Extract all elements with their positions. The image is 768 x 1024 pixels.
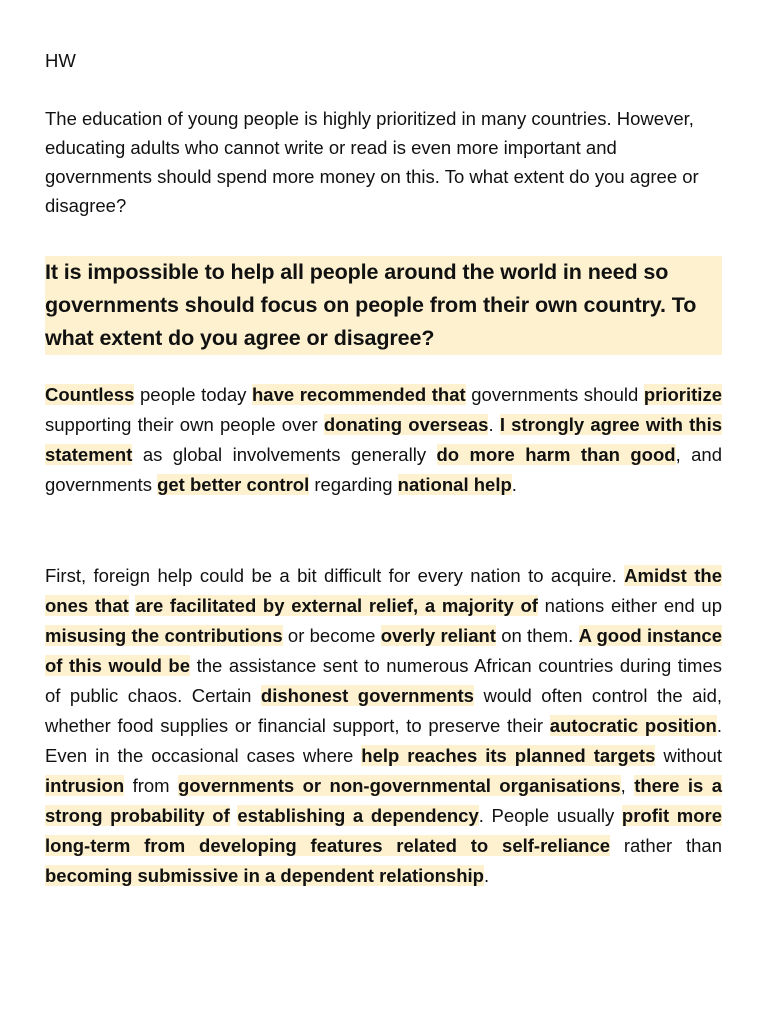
body-text: , and governments [45,444,722,495]
body-text: as global involvements generally [132,444,437,465]
task-question: The education of young people is highly prioritized in many countries. However, educating adults who cannot write or read is even more important and governments should spend more money on this. To what extent do you agree or disagree? [45,108,699,216]
body-text: on them. [495,625,579,646]
highlighted-phrase: Countless [45,384,135,405]
highlighted-phrase: get better control [157,474,310,495]
body-text: regarding [309,474,398,495]
body-text: . [511,474,517,495]
body-text: the assistance sent to numerous African countries during times of public chaos. Certain [45,655,723,706]
body-text: governments should [465,384,644,405]
body-text: would often control the aid, whether food supplies or financial support, to preserve their [45,685,722,736]
body-text: . Even in the occasional cases where [45,715,722,766]
body-text: people today [134,384,252,405]
body-text: First, foreign help could be a bit difficult for every nation to acquire. [45,565,625,586]
highlighted-phrase: governments or non-governmental organisations [178,775,621,796]
highlighted-phrase: establishing a dependency [237,805,479,826]
body-text: supporting their own people over [45,414,324,435]
document-heading: HW [45,50,76,71]
body-text: or become [282,625,381,646]
essay-paragraph-1 [45,380,722,500]
highlighted-phrase: there is a strong probability of [45,775,722,826]
essay-paragraph-2 [45,561,722,891]
body-text: rather than [610,835,722,856]
highlighted-phrase: prioritize [643,384,722,405]
highlighted-phrase: help reaches its planned targets [361,745,656,766]
highlighted-phrase: becoming submissive in a dependent relationship [45,865,484,886]
highlighted-phrase: overly reliant [380,625,496,646]
highlighted-phrase: are facilitated by external relief, a majority of [135,595,538,616]
body-text: from [124,775,178,796]
body-text: . [488,414,500,435]
essay-prompt: It is impossible to help all people around the world in need so governments should focus on people from their own country. To what extent do you agree or disagree? [45,256,722,355]
body-text: , [620,775,635,796]
highlighted-phrase: profit more long-term from developing features related to self-reliance [45,805,723,856]
highlighted-phrase: have recommended that [251,384,466,405]
highlighted-phrase: donating overseas [323,414,489,435]
highlighted-phrase: autocratic position [549,715,717,736]
highlighted-phrase: A good instance of this would be [45,625,723,676]
highlighted-phrase: I strongly agree with this statement [45,414,723,465]
body-text: . People usually [478,805,622,826]
highlighted-phrase: do more harm than good [436,444,676,465]
body-text: . [483,865,490,886]
highlighted-phrase: dishonest governments [260,685,474,706]
highlighted-phrase: Amidst the ones that [45,565,722,616]
highlighted-phrase: misusing the contributions [45,625,283,646]
body-text: without [655,745,722,766]
highlighted-phrase: intrusion [45,775,125,796]
body-text: nations either end up [537,595,723,616]
highlighted-phrase: national help [397,474,512,495]
